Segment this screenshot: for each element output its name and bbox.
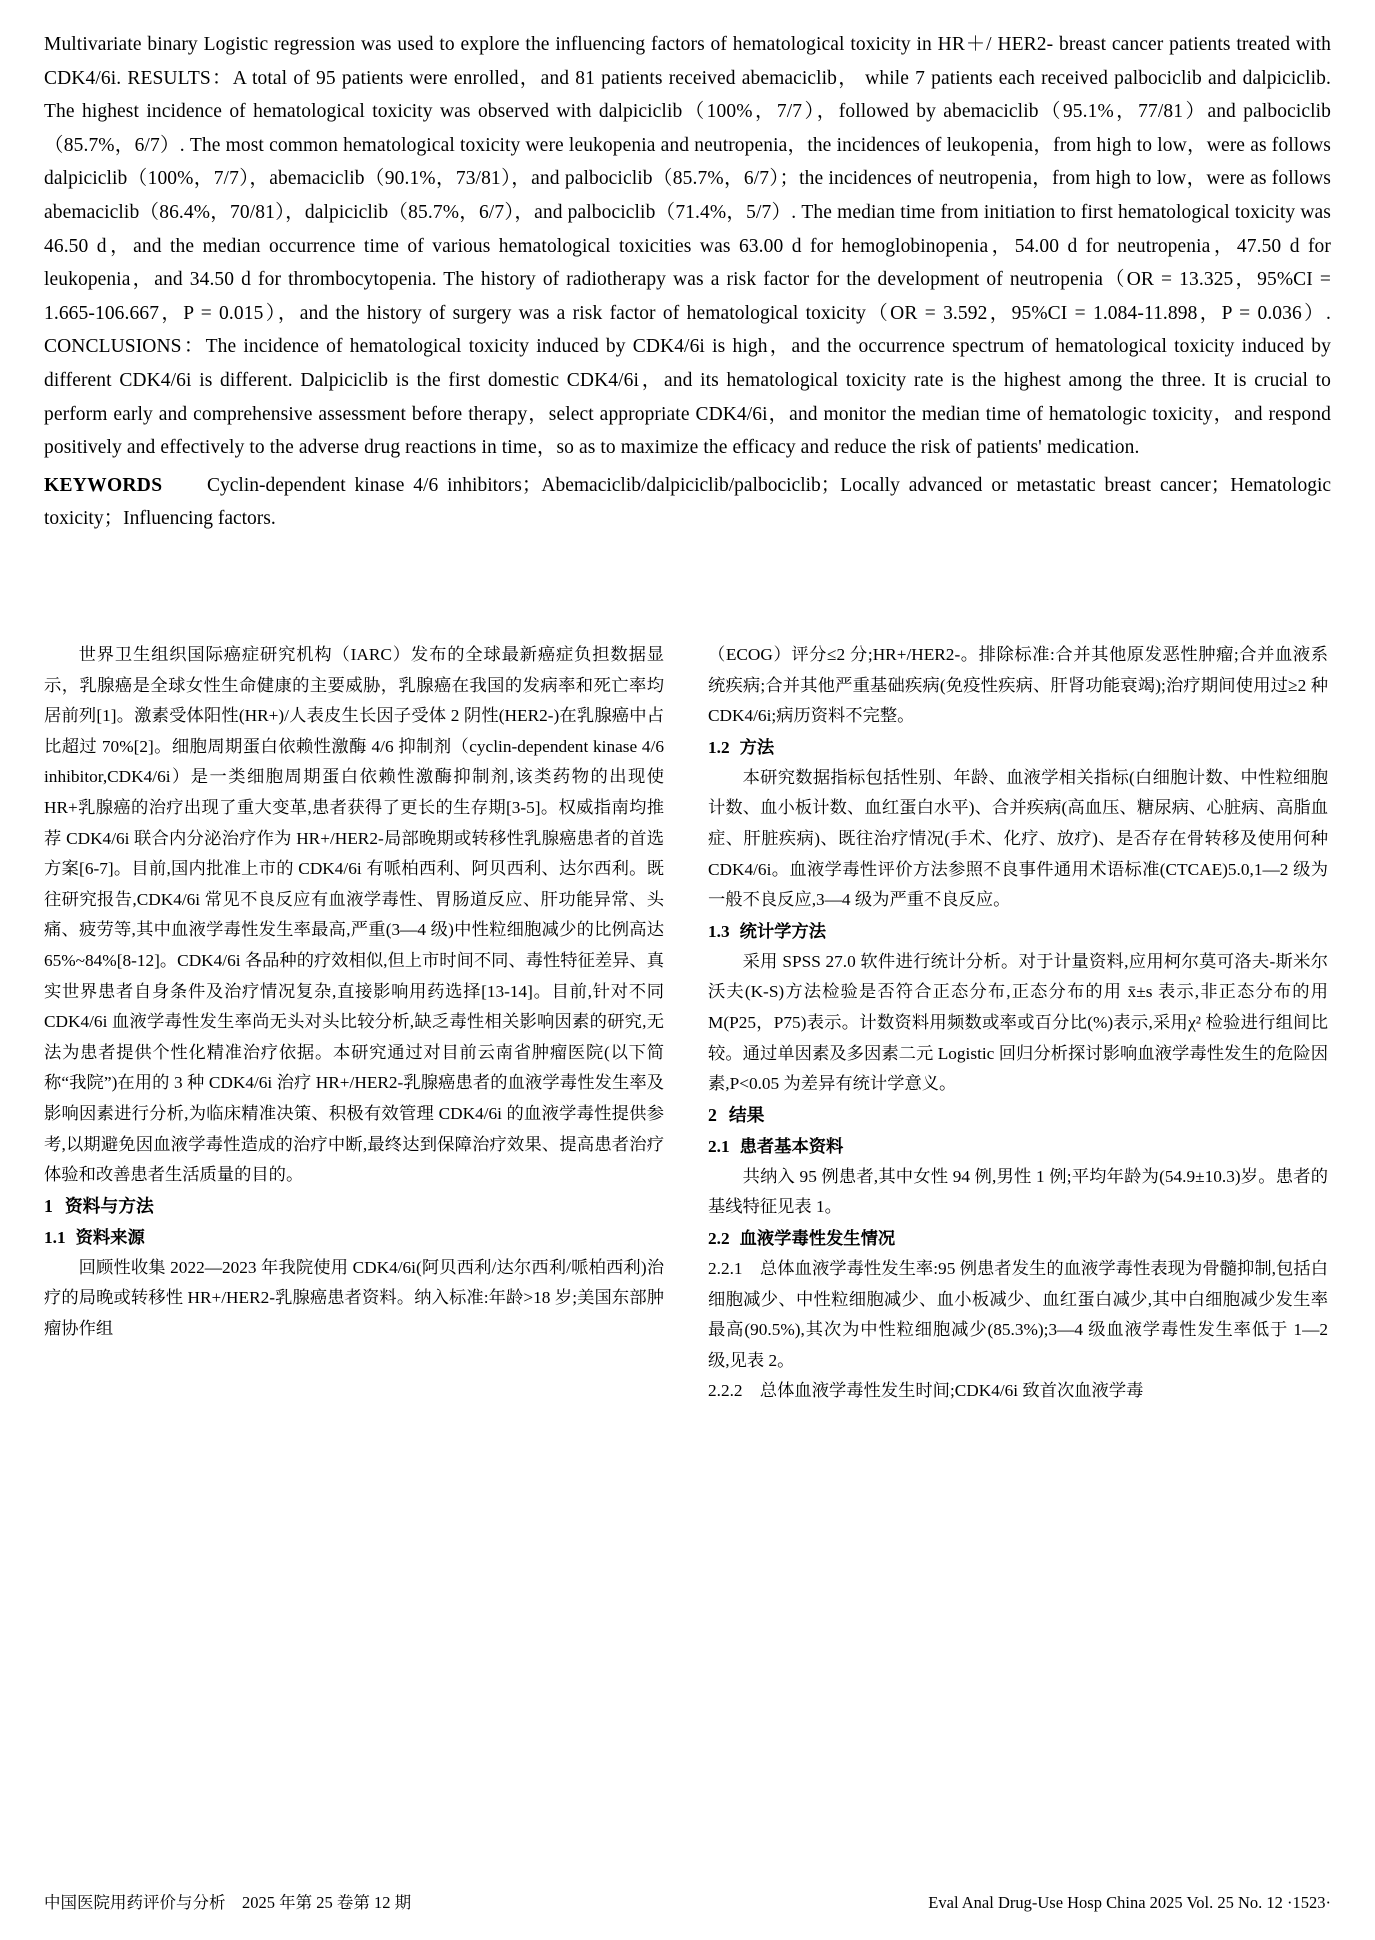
keywords-label: KEYWORDS [44,474,163,496]
toxicity-time-paragraph: 2.2.2 总体血液学毒性发生时间;CDK4/6i 致首次血液学毒 [708,1381,1144,1401]
statistics-paragraph: 采用 SPSS 27.0 软件进行统计分析。对于计量资料,应用柯尔莫可洛夫-斯米尔沃夫(K-S)方法检验是否符合正态分布,正态分布的用 x̄±s 表示,非正态分布的用 M(P25，P75)表示。计数资料用频数或率或百分比(%)表示,采用χ² 检验进行组间比较。通过单因素及多因素二元 Logistic 回归分析探讨影响血液学毒性发生的危险因素,P<0.05 为差异有统计学意义。 [708,951,1328,1094]
heading-methods [708,732,1328,763]
footer-journal-cn: 中国医院用药评价与分析 2025 年第 25 卷第 12 期 [44,1893,412,1912]
heading-number: 2 [708,1104,717,1125]
heading-number: 2.1 [708,1136,730,1156]
footer-journal-en: Eval Anal Drug-Use Hosp China 2025 Vol. 25 No. 12 ·1523· [928,1893,1331,1912]
heading-title: 资料与方法 [64,1195,154,1216]
heading-results [708,1100,1328,1131]
abstract-text: Multivariate binary Logistic regression was used to explore the influencing factors of hematological toxicity in HR＋/ HER2- breast cancer patients treated with CDK4/6i. RESULTS：A total of 95 patients were enrolled，and 81 patients received abemaciclib， while 7 patients each received palbociclib and dalpiciclib. The highest incidence of hematological toxicity was observed with dalpiciclib（100%，7/7），followed by abemaciclib（95.1%，77/81）and palbociclib（85.7%，6/7）. The most common hematological toxicity were leukopenia and neutropenia，the incidences of leukopenia，from high to low，were as follows dalpiciclib（100%，7/7），abemaciclib（90.1%，73/81），and palbociclib（85.7%，6/7）；the incidences of neutropenia，from high to low，were as follows abemaciclib（86.4%，70/81），dalpiciclib（85.7%，6/7），and palbociclib（71.4%，5/7）. The median time from initiation to first hematological toxicity was 46.50 d，and the median occurrence time of various hematological toxicities was 63.00 d for hemoglobinopenia，54.00 d for neutropenia，47.50 d for leukopenia，and 34.50 d for thrombocytopenia. The history of radiotherapy was a risk factor for the development of neutropenia（OR = 13.325，95%CI = 1.665-106.667，P = 0.015），and the history of surgery was a risk factor of hematological toxicity（OR = 3.592，95%CI = 1.084-11.898，P = 0.036）. CONCLUSIONS：The incidence of hematological toxicity induced by CDK4/6i is high，and the occurrence spectrum of hematological toxicity induced by different CDK4/6i is different. Dalpiciclib is the first domestic CDK4/6i，and its hematological toxicity rate is the highest among the three. It is crucial to perform early and comprehensive assessment before therapy，select appropriate CDK4/6i，and monitor the median time of hematologic toxicity，and respond positively and effectively to the adverse drug reactions in time，so as to maximize the efficacy and reduce the risk of patients' medication. [44,34,1331,459]
heading-title: 统计学方法 [739,921,827,941]
heading-materials-methods [44,1191,664,1222]
heading-number: 1.2 [708,737,730,757]
intro-paragraph: 世界卫生组织国际癌症研究机构（IARC）发布的全球最新癌症负担数据显示，乳腺癌是全球女性生命健康的主要威胁，乳腺癌在我国的发病率和死亡率均居前列[1]。激素受体阳性(HR+)/人表皮生长因子受体 2 阴性(HER2-)在乳腺癌中占比超过 70%[2]。细胞周期蛋白依赖性激酶 4/6 抑制剂（cyclin-dependent kinase 4/6 inhibitor,CDK4/6i）是一类细胞周期蛋白依赖性激酶抑制剂,该类药物的出现使 HR+乳腺癌的治疗出现了重大变革,患者获得了更长的生存期[3-5]。权威指南均推荐 CDK4/6i 联合内分泌治疗作为 HR+/HER2-局部晚期或转移性乳腺癌患者的首选方案[6-7]。目前,国内批准上市的 CDK4/6i 有哌柏西利、阿贝西利、达尔西利。既往研究报告,CDK4/6i 常见不良反应有血液学毒性、胃肠道反应、肝功能异常、头痛、疲劳等,其中血液学毒性发生率最高,严重(3—4 级)中性粒细胞减少的比例高达 65%~84%[8-12]。CDK4/6i 各品种的疗效相似,但上市时间不同、毒性特征差异、真实世界患者自身条件及治疗情况复杂,直接影响用药选择[13-14]。目前,针对不同 CDK4/6i 血液学毒性发生率尚无头对头比较分析,缺乏毒性相关影响因素的研究,无法为患者提供个性化精准治疗依据。本研究通过对目前云南省肿瘤医院(以下简称“我院”)在用的 3 种 CDK4/6i 治疗 HR+/HER2-乳腺癌患者的血液学毒性发生率及影响因素进行分析,为临床精准决策、积极有效管理 CDK4/6i 的血液学毒性提供参考,以期避免因血液学毒性造成的治疗中断,最终达到保障治疗效果、提高患者治疗体验和改善患者生活质量的目的。 [44,645,664,1185]
right-column [708,640,1328,1407]
left-column [44,640,664,1407]
heading-statistics [708,916,1328,947]
data-source-paragraph: 回顾性收集 2022—2023 年我院使用 CDK4/6i(阿贝西利/达尔西利/哌柏西利)治疗的局晚或转移性 HR+/HER2-乳腺癌患者资料。纳入标准:年龄>18 岁;美国东部肿瘤协作组 [44,1257,664,1338]
keywords-spacer [171,475,198,496]
heading-title: 资料来源 [75,1227,145,1247]
heading-data-source [44,1222,664,1253]
heading-number: 1.3 [708,921,730,941]
inclusion-criteria-continued: （ECOG）评分≤2 分;HR+/HER2-。排除标准:合并其他原发恶性肿瘤;合并血液系统疾病;合并其他严重基础疾病(免疫性疾病、肝肾功能衰竭);治疗期间使用过≥2 种 CDK4/6i;病历资料不完整。 [708,645,1328,726]
heading-patient-baseline [708,1131,1328,1162]
methods-paragraph: 本研究数据指标包括性别、年龄、血液学相关指标(白细胞计数、中性粒细胞计数、血小板计数、血红蛋白水平)、合并疾病(高血压、糖尿病、心脏病、高脂血症、肝脏疾病)、既往治疗情况(手术、化疗、放疗)、是否存在骨转移及使用何种 CDK4/6i。血液学毒性评价方法参照不良事件通用术语标准(CTCAE)5.0,1—2 级为一般不良反应,3—4 级为严重不良反应。 [708,767,1328,910]
body-columns [44,640,1331,1407]
heading-hematologic-toxicity [708,1223,1328,1254]
heading-number: 1.1 [44,1227,66,1247]
page-footer [44,1892,1331,1914]
heading-number: 1 [44,1195,53,1216]
heading-title: 方法 [739,737,775,757]
toxicity-incidence-paragraph: 2.2.1 总体血液学毒性发生率:95 例患者发生的血液学毒性表现为骨髓抑制,包括白细胞减少、中性粒细胞减少、血小板减少、血红蛋白减少,其中白细胞减少发生率最高(90.5%),其次为中性粒细胞减少(85.3%);3—4 级血液学毒性发生率低于 1—2 级,见表 2。 [708,1258,1328,1370]
heading-title: 血液学毒性发生情况 [739,1228,896,1248]
abstract-section [44,28,1331,465]
patient-baseline-paragraph: 共纳入 95 例患者,其中女性 94 例,男性 1 例;平均年龄为(54.9±10.3)岁。患者的基线特征见表 1。 [708,1166,1328,1217]
heading-number: 2.2 [708,1228,730,1248]
keywords-section [44,469,1331,536]
heading-title: 结果 [728,1104,765,1125]
heading-title: 患者基本资料 [739,1136,844,1156]
keywords-text: Cyclin-dependent kinase 4/6 inhibitors；Abemaciclib/dalpiciclib/palbociclib；Locally advanced or metastatic breast cancer；Hematologic toxicity；Influencing factors. [44,474,1332,530]
